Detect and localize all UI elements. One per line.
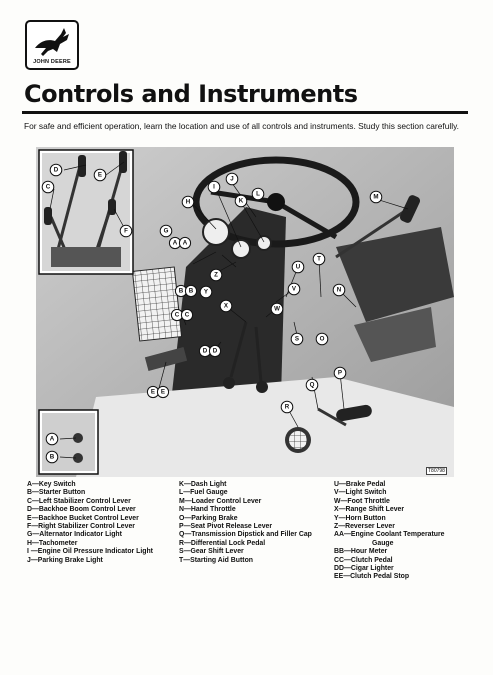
legend-item: I —Engine Oil Pressure Indicator Light — [27, 548, 153, 556]
callout-letter: H — [185, 198, 191, 206]
intro-paragraph: For safe and efficient operation, learn the location and use of all controls and instruments. Study this section carefully. — [24, 121, 459, 131]
callout-y — [200, 286, 212, 298]
figure-code: T80798 — [428, 468, 445, 474]
legend-item: T—Starting Aid Button — [179, 556, 253, 564]
callout-f — [120, 225, 132, 237]
legend-item: H—Tachometer — [27, 539, 78, 547]
callout-j — [226, 173, 238, 185]
callout-letter: F — [124, 227, 128, 235]
callout-letter: B — [178, 287, 184, 295]
legend-item: V—Light Switch — [334, 489, 387, 497]
legend-item: C—Left Stabilizer Control Lever — [27, 497, 131, 505]
legend-item: D—Backhoe Boom Control Lever — [27, 506, 136, 514]
title-rule — [22, 111, 468, 114]
callout-letter: B — [49, 453, 55, 461]
callout-t — [313, 253, 325, 265]
callout-l — [252, 188, 264, 200]
callout-letter: L — [256, 190, 260, 198]
legend-item: M—Loader Control Lever — [179, 497, 262, 505]
callout-letter: E — [160, 388, 166, 396]
callout-letter: Z — [214, 271, 218, 279]
callout-r — [281, 401, 293, 413]
callout-letter: S — [294, 335, 300, 343]
callout-letter: B — [188, 287, 194, 295]
legend-item: BB—Hour Meter — [334, 548, 388, 556]
callout-letter: A — [49, 435, 55, 443]
callout-a — [46, 433, 58, 445]
callout-o — [316, 333, 328, 345]
logo-brand-text: JOHN DEERE — [33, 59, 71, 65]
callout-g — [160, 225, 172, 237]
legend-item: F—Right Stabilizer Control Lever — [27, 523, 135, 531]
legend-item: N—Hand Throttle — [179, 506, 236, 514]
legend-item: Z—Reverser Lever — [334, 523, 395, 531]
legend-item: CC—Clutch Pedal — [334, 556, 393, 564]
callout-s — [291, 333, 303, 345]
callout-letter: C — [174, 311, 180, 319]
legend-item: W—Foot Throttle — [334, 497, 390, 505]
callout-letter: P — [337, 369, 343, 377]
callout-letter: E — [150, 388, 156, 396]
legend-item: U—Brake Pedal — [334, 481, 386, 488]
callout-letter: A — [182, 239, 188, 247]
callout-letter: Q — [309, 381, 315, 389]
legend-item: R—Differential Lock Pedal — [179, 539, 266, 547]
page-title: Controls and Instruments — [24, 80, 358, 108]
callout-letter: C — [45, 183, 51, 191]
callout-letter: E — [97, 171, 103, 179]
legend-item: Y—Horn Button — [334, 514, 386, 522]
callout-q — [306, 379, 318, 391]
legend-item: DD—Cigar Lighter — [334, 565, 394, 573]
legend-column-2 — [179, 481, 312, 565]
callout-p — [334, 367, 346, 379]
callout-letter: N — [336, 286, 342, 294]
legend-item: Q—Transmission Dipstick and Filler Cap — [179, 531, 312, 539]
callout-x — [220, 300, 232, 312]
callout-h — [182, 196, 194, 208]
legend-item: G—Alternator Indicator Light — [27, 531, 122, 539]
callout-i — [208, 181, 220, 193]
callout-letter: X — [223, 302, 229, 310]
callout-letter: R — [284, 403, 290, 411]
callout-n — [333, 284, 345, 296]
callout-u — [292, 261, 304, 273]
john-deere-logo — [25, 20, 79, 70]
callout-letter: K — [238, 197, 244, 205]
legend-item: X—Range Shift Lever — [334, 506, 405, 514]
legend-item: S—Gear Shift Lever — [179, 548, 244, 556]
legend-item: O—Parking Brake — [179, 514, 238, 522]
callout-letter: C — [184, 311, 190, 319]
callout-d — [50, 164, 62, 176]
callout-k — [235, 195, 247, 207]
callout-letter: D — [53, 166, 59, 174]
callout-w — [271, 303, 283, 315]
callout-letter: D — [212, 347, 218, 355]
callout-c — [42, 181, 54, 193]
legend-item: Gauge — [372, 539, 394, 547]
callout-letter: V — [291, 285, 297, 293]
legend-item: J—Parking Brake Light — [27, 556, 103, 564]
callout-letter: U — [295, 263, 301, 271]
callout-letter: D — [202, 347, 208, 355]
callout-b — [46, 451, 58, 463]
legend-item: E—Backhoe Bucket Control Lever — [27, 514, 139, 522]
callout-v — [288, 283, 300, 295]
legend-item: EE—Clutch Pedal Stop — [334, 573, 410, 581]
legend-column-1 — [27, 481, 153, 565]
callout-letter: O — [319, 335, 325, 343]
legend-item: A—Key Switch — [27, 481, 76, 488]
legend-item: K—Dash Light — [179, 481, 227, 488]
legend-item: B—Starter Button — [27, 489, 86, 497]
callout-letter: Y — [203, 288, 209, 296]
callout-letter: I — [213, 183, 215, 191]
legend-column-3 — [334, 481, 445, 582]
callout-letter: T — [317, 255, 321, 263]
callout-letter: J — [230, 175, 234, 183]
callout-letter: W — [274, 305, 280, 313]
callout-letter: A — [172, 239, 178, 247]
operator-station-illustration — [36, 147, 454, 477]
callout-m — [370, 191, 382, 203]
legend-item: P—Seat Pivot Release Lever — [179, 523, 273, 531]
callout-e — [94, 169, 106, 181]
callout-letter: M — [373, 193, 379, 201]
legend-item: L—Fuel Gauge — [179, 489, 228, 497]
legend-item: AA—Engine Coolant Temperature — [334, 531, 445, 539]
callout-z — [210, 269, 222, 281]
callout-letter: G — [163, 227, 169, 235]
